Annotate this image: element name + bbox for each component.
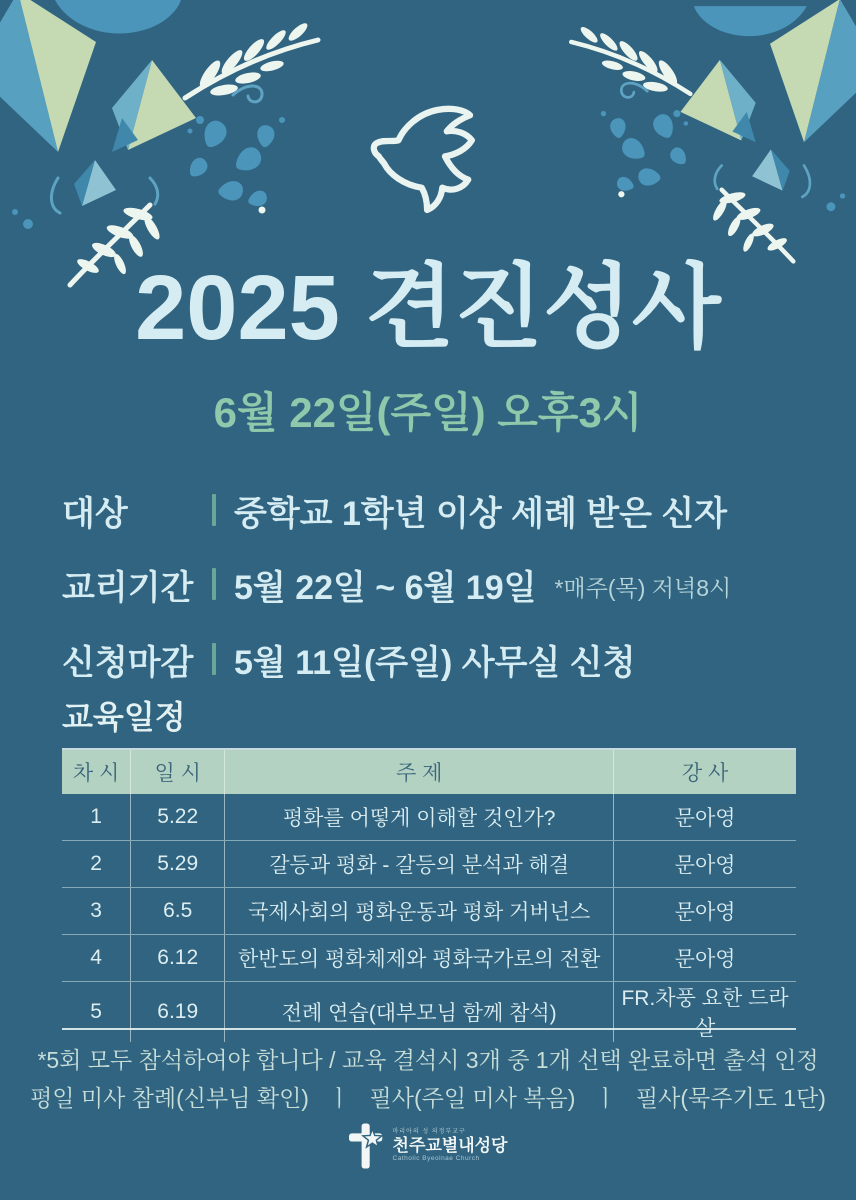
info-row-period xyxy=(62,562,822,606)
info-value: 5월 22일 ~ 6월 19일 xyxy=(234,568,537,607)
divider-bar xyxy=(212,494,216,526)
info-label: 신청마감 xyxy=(62,643,194,682)
cell-date: 5.29 xyxy=(130,841,224,887)
floral-ornament-right-icon xyxy=(556,0,856,272)
makeup-options-note: 평일 미사 참례(신부님 확인) ㅣ 필사(주일 미사 복음) ㅣ 필사(묵주기도 1단) xyxy=(30,1085,826,1111)
info-row-deadline xyxy=(62,637,822,681)
poster-title: 2025 견진성사 xyxy=(135,257,721,359)
info-label: 대상 xyxy=(62,494,128,533)
column-header: 주 제 xyxy=(224,750,613,794)
dove-icon xyxy=(352,98,504,238)
schedule-heading: 교육일정 xyxy=(62,699,186,735)
divider-bar xyxy=(212,568,216,600)
column-header: 차 시 xyxy=(72,762,120,785)
cell-session: 4 xyxy=(90,946,102,969)
column-header: 강 사 xyxy=(613,750,796,794)
attendance-note: *5회 모두 참석하여야 합니다 / 교육 결석시 3개 중 1개 선택 완료하면 출석 인정 xyxy=(37,1047,819,1073)
cell-lecturer: 문아영 xyxy=(613,935,796,981)
table-row xyxy=(62,935,796,982)
cell-session: 5 xyxy=(90,1000,102,1023)
cell-topic: 갈등과 평화 - 갈등의 분석과 해결 xyxy=(224,841,613,887)
cross-star-icon xyxy=(349,1122,385,1170)
cell-lecturer: 문아영 xyxy=(613,794,796,840)
info-note: *매주(목) 저녁8시 xyxy=(554,575,732,601)
cell-topic: 국제사회의 평화운동과 평화 거버넌스 xyxy=(224,888,613,934)
cell-date: 5.22 xyxy=(130,794,224,840)
church-tagline: 마리아의 성 의정부교구 xyxy=(392,1129,466,1136)
floral-ornament-left-icon xyxy=(0,0,335,290)
church-name: 천주교별내성당 xyxy=(392,1135,508,1155)
column-header: 일 시 xyxy=(130,750,224,794)
table-row xyxy=(62,888,796,935)
info-value: 5월 11일(주일) 사무실 신청 xyxy=(234,643,636,682)
table-row xyxy=(62,794,796,841)
church-logo xyxy=(0,1122,856,1170)
church-logo-text xyxy=(393,1129,508,1163)
cell-date: 6.12 xyxy=(130,935,224,981)
cell-lecturer: 문아영 xyxy=(613,888,796,934)
schedule-table xyxy=(62,748,796,1040)
divider-bar xyxy=(212,643,216,675)
info-label: 교리기간 xyxy=(62,568,194,607)
cell-lecturer: FR.차풍 요한 드라살 xyxy=(613,982,796,1042)
cell-session: 3 xyxy=(90,899,102,922)
table-header-row xyxy=(62,750,796,794)
cell-lecturer: 문아영 xyxy=(613,841,796,887)
cell-topic: 한반도의 평화체제와 평화국가로의 전환 xyxy=(224,935,613,981)
cell-date: 6.19 xyxy=(130,982,224,1042)
poster-date-subtitle: 6월 22일(주일) 오후3시 xyxy=(213,389,643,436)
cell-topic: 전례 연습(대부모님 함께 참석) xyxy=(224,982,613,1042)
cell-topic: 평화를 어떻게 이해할 것인가? xyxy=(224,794,613,840)
table-row xyxy=(62,841,796,888)
table-row xyxy=(62,982,796,1040)
cell-date: 6.5 xyxy=(130,888,224,934)
church-name-english: Catholic Byeolnae Church xyxy=(392,1155,480,1163)
cell-session: 1 xyxy=(90,805,102,828)
cell-session: 2 xyxy=(90,852,102,875)
info-value: 중학교 1학년 이상 세례 받은 신자 xyxy=(234,494,728,533)
info-row-target xyxy=(62,488,822,532)
